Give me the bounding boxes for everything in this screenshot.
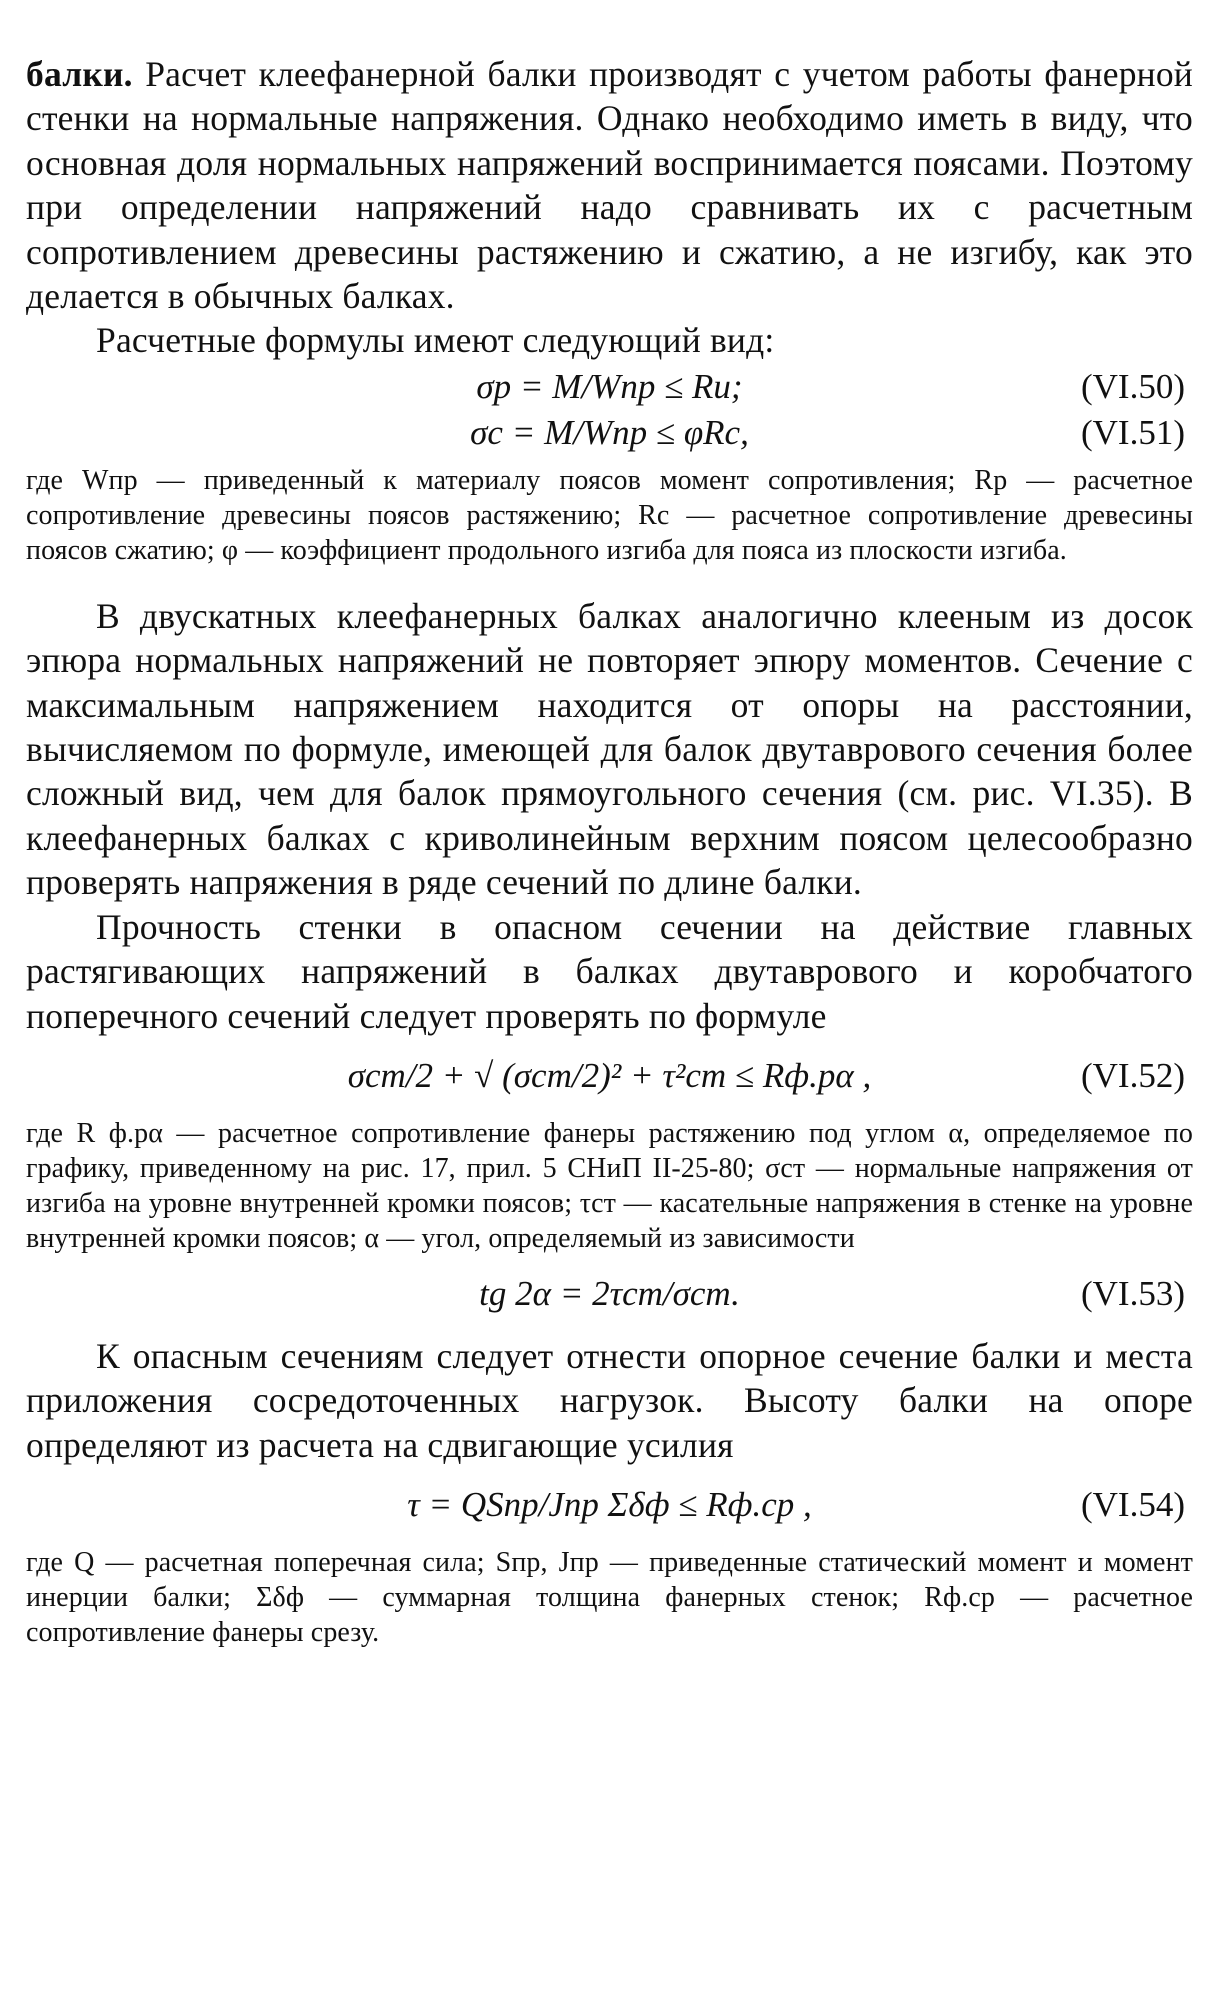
- paragraph-dangerous-sections: К опасным сечениям следует отнести опорное сечение балки и места приложения сосредоточенных нагрузок. Высоту балки на опоре определяют из расчета на сдвигающие усилия: [26, 1335, 1193, 1465]
- formula-vi-51-expr: σс = M/Wпр ≤ φRс,: [470, 412, 749, 452]
- formula-vi-54-expr: τ = QSпр/Jпр Σδф ≤ Rф.ср ,: [407, 1485, 812, 1525]
- formula-vi-51-number: (VI.51): [1081, 412, 1185, 452]
- formula-vi-50-expr: σр = M/Wпр ≤ Rи;: [476, 366, 743, 406]
- formula-vi-50: [26, 363, 1193, 409]
- formula-vi-54-number: (VI.54): [1081, 1485, 1185, 1525]
- paragraph-wall-strength: Прочность стенки в опасном сечении на действие главных растягивающих напряжений в балках двутаврового и коробчатого поперечного сечений следует проверять по формуле: [26, 906, 1193, 1036]
- paragraph-formulas-intro: Расчетные формулы имеют следующий вид:: [96, 320, 775, 361]
- note-symbols-3: где Q — расчетная поперечная сила; Sпр, Jпр — приведенные статический момент и момент инерции балки; Σδф — суммарная толщина фанерных стенок; Rф.ср — расчетное сопротивление фанеры срезу.: [26, 1547, 1193, 1649]
- formula-vi-52-expr: σст/2 + √ (σст/2)² + τ²ст ≤ Rф.рα ,: [347, 1055, 872, 1095]
- lead-word: балки.: [26, 54, 133, 94]
- formula-vi-53: [26, 1256, 1193, 1326]
- note-symbols-1: где Wпр — приведенный к материалу поясов момент сопротивления; Rр — расчетное сопротивление древесины поясов растяжению; Rс — расчетное сопротивление древесины поясов сжатию; φ — коэффициент продольного изгиба для пояса из плоскости изгиба.: [26, 464, 1193, 566]
- formula-vi-52: [26, 1038, 1193, 1108]
- paragraph-double-slope: В двускатных клеефанерных балках аналогично клееным из досок эпюра нормальных напряжений не повторяет эпюру моментов. Сечение с максимальным напряжением находится от опоры на расстоянии, вычисляемом по формуле, имеющей для балок двутаврового сечения более сложный вид, чем для балок прямоугольного сечения (см. рис. VI.35). В клеефанерных балках с криволинейным верхним поясом целесообразно проверять напряжения в ряде сечений по длине балки.: [26, 595, 1193, 903]
- formula-vi-50-number: (VI.50): [1081, 366, 1185, 406]
- formula-vi-53-number: (VI.53): [1081, 1273, 1185, 1313]
- formula-vi-53-expr: tg 2α = 2τст/σст.: [479, 1273, 740, 1313]
- paragraph-intro-text: Расчет клеефанерной балки производят с учетом работы фанерной стенки на нормальные напряжения. Однако необходимо иметь в виду, что основная доля нормальных напряжений воспринимается поясами. Поэтому при определении напряжений надо сравнивать их с расчетным сопротивлением древесины растяжению и сжатию, а не изгибу, как это делается в обычных балках.: [26, 54, 1193, 317]
- formula-vi-52-number: (VI.52): [1081, 1055, 1185, 1095]
- note-symbols-2: где R ф.рα — расчетное сопротивление фанеры растяжению под углом α, определяемое по графику, приведенному на рис. 17, прил. 5 СНиП II-25-80; σст — нормальные напряжения от изгиба на уровне внутренней кромки поясов; τст — касательные напряжения в стенке на уровне внутренней кромки поясов; α — угол, определяемый из зависимости: [26, 1117, 1193, 1254]
- formula-vi-51: [26, 409, 1193, 455]
- paragraph-intro: [26, 52, 1193, 318]
- formula-vi-54: [26, 1467, 1193, 1537]
